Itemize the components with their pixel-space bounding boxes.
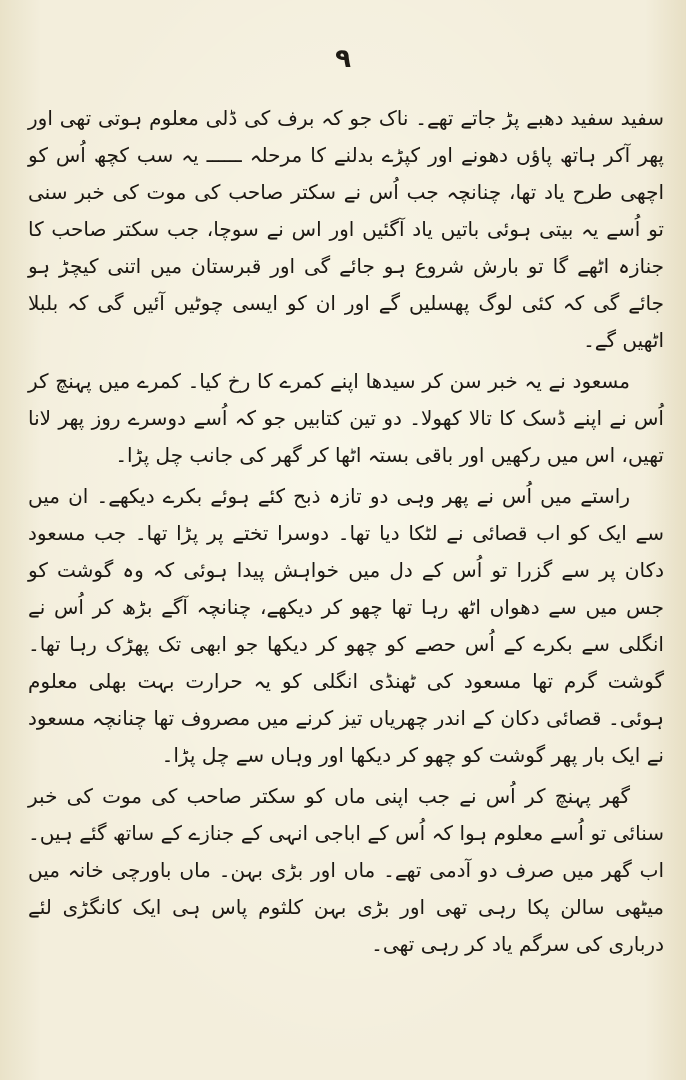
page-number: ۹ [335, 44, 351, 74]
paragraph-2: مسعود نے یہ خبر سن کر سیدھا اپنے کمرے کا رخ کیا۔ کمرے میں پہنچ کر اُس نے اپنے ڈسک کا تالا کھولا۔ دو تین کتابیں جو کہ اُسے دوسرے روز پھر لانا تھیں، اس میں رکھیں اور باقی بستہ اٹھا کر گھر کی جانب چل پڑا۔ [28, 369, 664, 467]
paragraph-1: سفید سفید دھبے پڑ جاتے تھے۔ ناک جو کہ برف کی ڈلی معلوم ہوتی تھی اور پھر آکر ہاتھ پاؤں دھونے اور کپڑے بدلنے کا مرحلہ ــــــ یہ سب کچھ اُس کو اچھی طرح یاد تھا، چنانچہ جب اُس نے سکتر صاحب کی موت کی خبر سنی تو اُسے یہ بیتی ہوئی باتیں یاد آگئیں اور اس نے سوچا، جب سکتر صاحب کا جنازہ اٹھے گا تو بارش شروع ہو جائے گی اور قبرستان میں اتنی کیچڑ ہو جائے گی کہ کئی لوگ پھسلیں گے اور ان کو ایسی چوٹیں آئیں گی کہ بلبلا اٹھیں گے۔ [28, 106, 665, 352]
paragraph-3: راستے میں اُس نے پھر وہی دو تازہ ذبح کئے ہوئے بکرے دیکھے۔ ان میں سے ایک کو اب قصائی نے لٹکا دیا تھا۔ دوسرا تختے پر پڑا تھا۔ جب مسعود دکان پر سے گزرا تو اُس کے دل میں خواہش پیدا ہوئی کہ وہ گوشت کو جس میں سے دھواں اٹھ رہا تھا چھو کر دیکھے، چنانچہ آگے بڑھ کر اُس نے انگلی سے بکرے کے اُس حصے کو چھو کر دیکھا جو ابھی تک پھڑک رہا تھا۔ گوشت گرم تھا مسعود کی ٹھنڈی انگلی کو یہ حرارت بہت بھلی معلوم ہوئی۔ قصائی دکان کے اندر چھریاں تیز کرنے میں مصروف تھا چنانچہ مسعود نے ایک بار پھر گوشت کو چھو کر دیکھا اور وہاں سے چل پڑا۔ [28, 484, 664, 767]
paragraph-4: گھر پہنچ کر اُس نے جب اپنی ماں کو سکتر صاحب کی موت کی خبر سنائی تو اُسے معلوم ہوا کہ اُس کے اباجی انہی کے جنازے کے ساتھ گئے ہیں۔ اب گھر میں صرف دو آدمی تھے۔ ماں اور بڑی بہن۔ ماں باورچی خانہ میں میٹھی سالن پکا رہی تھی اور بڑی بہن کلثوم پاس ہی ایک کانگڑی لئے درباری کی سرگم یاد کر رہی تھی۔ [28, 784, 664, 956]
page-body [28, 100, 664, 963]
